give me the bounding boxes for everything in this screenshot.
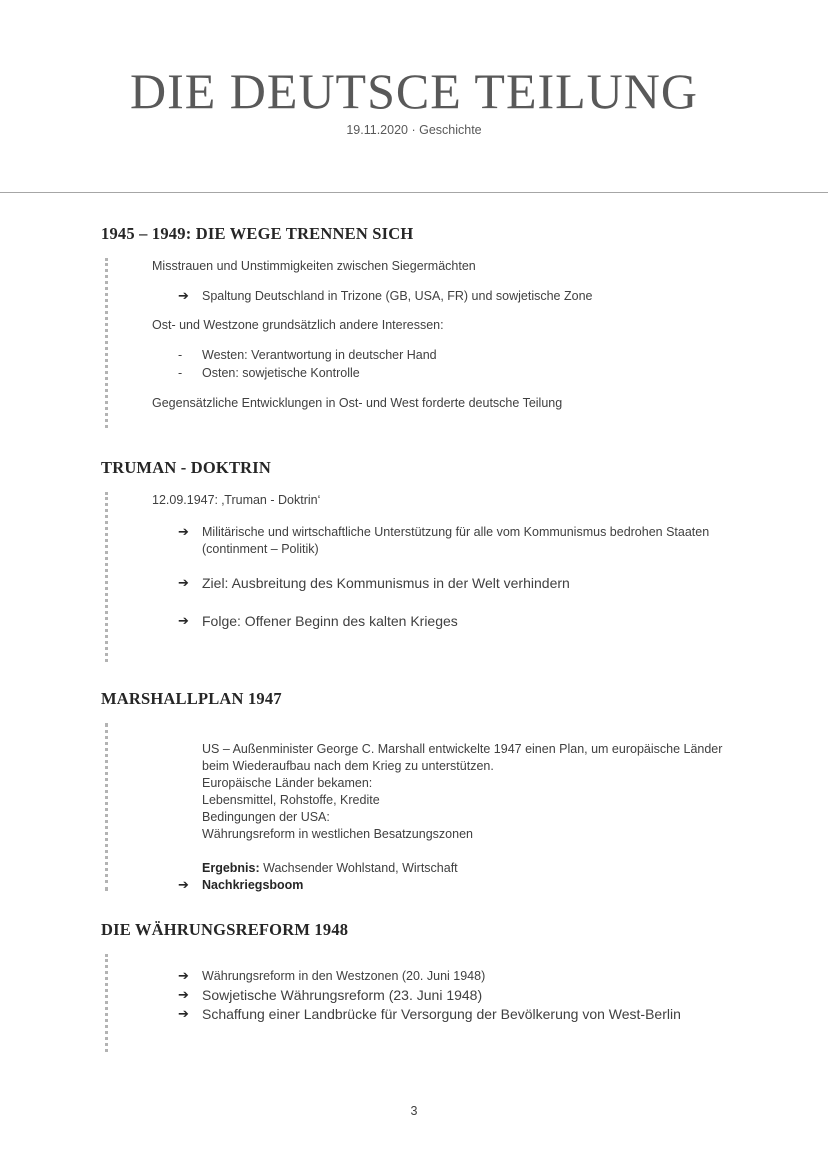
text-line: Schaffung einer Landbrücke für Versorgung der Bevölkerung von West-Berlin bbox=[202, 1006, 681, 1022]
text-line: Militärische und wirtschaftliche Unterstützung für alle vom Kommunismus bedrohen Staaten bbox=[202, 525, 710, 539]
arrow-icon: ➔ bbox=[178, 525, 189, 540]
page-title: DIE DEUTSCE TEILUNG bbox=[130, 63, 698, 119]
section-body bbox=[105, 723, 801, 891]
section-heading: TRUMAN - DOKTRIN bbox=[101, 458, 272, 477]
dash-icon: - bbox=[178, 366, 183, 380]
section-heading: 1945 – 1949: DIE WEGE TRENNEN SICH bbox=[101, 224, 414, 243]
arrow-icon: ➔ bbox=[178, 576, 189, 591]
section-heading: DIE WÄHRUNGSREFORM 1948 bbox=[101, 920, 349, 939]
section-waehrungsreform bbox=[101, 920, 801, 1052]
text-line: 12.09.1947: ‚Truman - Doktrin‘ bbox=[152, 493, 321, 507]
text-line: Sowjetische Währungsreform (23. Juni 1948) bbox=[202, 987, 483, 1003]
arrow-icon: ➔ bbox=[178, 614, 189, 629]
text-line: Nachkriegsboom bbox=[202, 878, 304, 892]
section-wege-trennen bbox=[101, 224, 801, 428]
text-line: Bedingungen der USA: bbox=[202, 810, 330, 824]
section-body bbox=[105, 258, 801, 428]
page-number: 3 bbox=[410, 1104, 418, 1118]
text-line: Ost- und Westzone grundsätzlich andere Interessen: bbox=[152, 318, 444, 332]
text-line: Europäische Länder bekamen: bbox=[202, 776, 373, 790]
text-line: Misstrauen und Unstimmigkeiten zwischen Siegermächten bbox=[152, 259, 476, 273]
text-line: Währungsreform in westlichen Besatzungszonen bbox=[202, 827, 473, 841]
section-heading: MARSHALLPLAN 1947 bbox=[101, 689, 282, 708]
text-line: Ziel: Ausbreitung des Kommunismus in der Welt verhindern bbox=[202, 575, 570, 591]
result-text: Wachsender Wohlstand, Wirtschaft bbox=[263, 861, 458, 875]
arrow-icon: ➔ bbox=[178, 878, 189, 893]
result-line bbox=[202, 860, 458, 877]
page-subtitle: 19.11.2020 · Geschichte bbox=[346, 123, 482, 137]
text-line: beim Wiederaufbau nach dem Krieg zu unterstützen. bbox=[202, 759, 494, 773]
text-line: Westen: Verantwortung in deutscher Hand bbox=[202, 348, 437, 362]
text-line: Spaltung Deutschland in Trizone (GB, USA, FR) und sowjetische Zone bbox=[202, 289, 593, 303]
text-line: Folge: Offener Beginn des kalten Krieges bbox=[202, 613, 458, 629]
result-label: Ergebnis: bbox=[202, 861, 260, 875]
section-body bbox=[105, 954, 801, 1052]
text-line: (continment – Politik) bbox=[202, 542, 319, 556]
text-line: Währungsreform in den Westzonen (20. Juni 1948) bbox=[202, 969, 486, 983]
text-line: US – Außenminister George C. Marshall entwickelte 1947 einen Plan, um europäische Länder bbox=[202, 742, 723, 756]
text-line: Gegensätzliche Entwicklungen in Ost- und West forderte deutsche Teilung bbox=[152, 396, 563, 410]
section-truman bbox=[101, 458, 801, 662]
section-body bbox=[105, 492, 801, 662]
arrow-icon: ➔ bbox=[178, 1007, 189, 1022]
section-marshallplan bbox=[101, 689, 801, 891]
arrow-icon: ➔ bbox=[178, 988, 189, 1003]
text-line: Osten: sowjetische Kontrolle bbox=[202, 366, 360, 380]
header-divider bbox=[0, 192, 828, 193]
dash-icon: - bbox=[178, 348, 183, 362]
arrow-icon: ➔ bbox=[178, 289, 189, 304]
text-line: Lebensmittel, Rohstoffe, Kredite bbox=[202, 793, 380, 807]
arrow-icon: ➔ bbox=[178, 969, 189, 984]
